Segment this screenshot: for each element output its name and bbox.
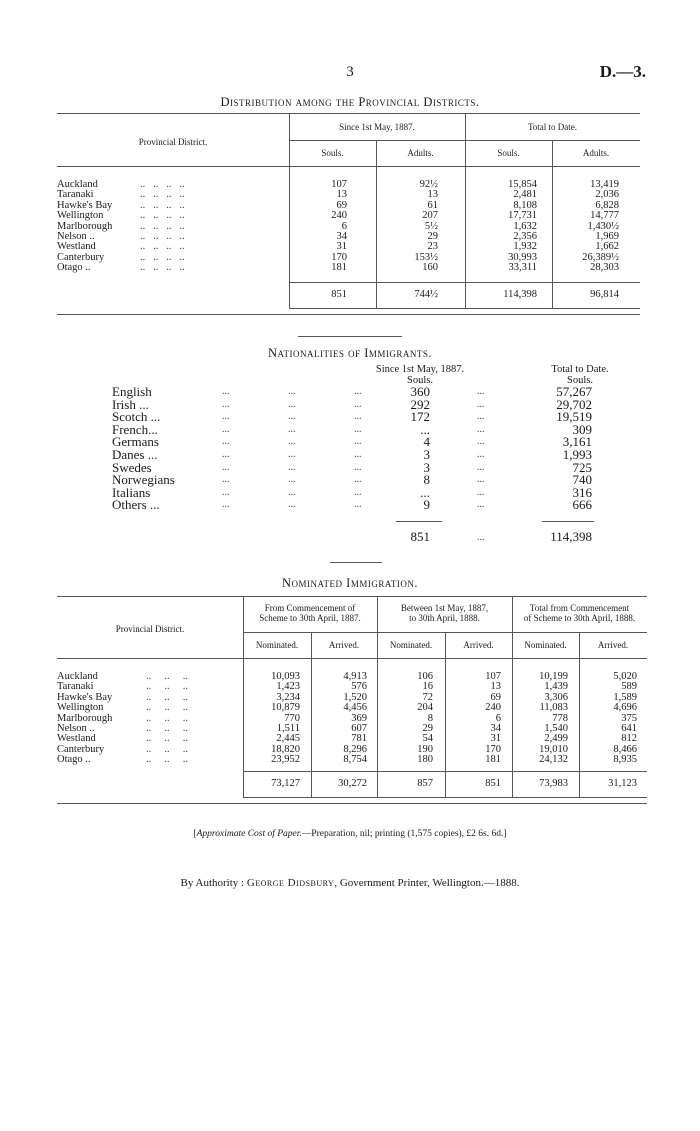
table2-cell-todate: 666 [572, 497, 592, 513]
table2-leader-dots: ... [288, 486, 296, 498]
table3-cell-arrived-1: 4,913 [343, 671, 367, 682]
table3-col-arrived-2: Arrived. [463, 640, 494, 650]
table1-district-name: Marlborough [57, 220, 113, 232]
table1-cell-todate-souls: 2,481 [513, 189, 537, 201]
table2-leader-dots: ... [477, 398, 485, 410]
table2-leader-dots: ... [222, 449, 230, 460]
table1-cell-todate-adults: 2,036 [595, 189, 619, 201]
table3-cell-nominated-1: 1,423 [276, 681, 300, 693]
table1-col-total-souls: Souls. [497, 148, 520, 158]
table1-cell-todate-souls: 15,854 [508, 179, 537, 190]
table1-total-todate-souls: 114,398 [503, 289, 537, 300]
table1-leader-dots: .. .. .. .. [140, 179, 185, 190]
table1-district-name: Wellington [57, 210, 104, 222]
table1-cell-adults: 5½ [424, 220, 438, 232]
table2-leader-dots: ... [354, 474, 362, 486]
table2-cell-since: 3 [423, 459, 430, 475]
table2-cell-since: 3 [423, 447, 430, 462]
table1-cell-adults: 92½ [419, 179, 438, 190]
table1-cell-adults: 23 [427, 241, 438, 253]
table2-nation-name: French... [112, 421, 158, 437]
table3-col-nominated-1: Nominated. [255, 640, 299, 650]
table3-cell-arrived-2: 69 [490, 691, 501, 703]
document-reference: D.—3. [599, 62, 646, 81]
table3-cell-nominated-2: 8 [427, 712, 433, 724]
table3-cell-arrived-2: 13 [490, 681, 501, 693]
table3-district-name: Marlborough [57, 712, 113, 724]
table2-cell-since: 292 [410, 396, 430, 412]
table2-nation-name: Danes ... [112, 447, 158, 462]
table2-nation-name: Italians [112, 484, 151, 500]
table3-cell-nominated-3: 3,306 [544, 691, 568, 703]
table2-leader-dots: ... [354, 486, 362, 498]
table3-cell-nominated-1: 10,093 [271, 671, 300, 682]
table3-group3-line1: Total from Commencement [529, 603, 630, 613]
table2-cell-since: 360 [410, 384, 430, 399]
table3-cell-nominated-2: 54 [422, 733, 433, 745]
table3-cell-arrived-1: 8,754 [343, 754, 367, 766]
table2-leader-dots: ... [222, 386, 230, 397]
table1-cell-adults: 153½ [414, 251, 438, 263]
table2-leader-dots: ... [222, 499, 230, 511]
table2-cell-since: 172 [410, 409, 430, 425]
table3-cell-nominated-3: 778 [552, 712, 568, 724]
table1-district-name: Hawke's Bay [57, 199, 113, 211]
table2-cell-since: ... [420, 484, 430, 500]
table3-row-header: Provincial District. [115, 624, 185, 634]
table2-sum-rule-1 [396, 521, 442, 522]
table3-cell-arrived-2: 240 [485, 702, 501, 714]
table2-col-since-sub: Souls. [407, 375, 433, 386]
table1-title: Distribution among the Provincial Districts. [220, 95, 480, 109]
table1-cell-souls: 240 [331, 210, 347, 222]
table1-cell-todate-adults: 13,419 [590, 179, 619, 190]
table3-district-name: Wellington [57, 702, 104, 714]
imprint-suffix: , Government Printer, Wellington.—1888. [334, 877, 520, 889]
table2-nation-name: Germans [112, 434, 159, 450]
table2-leader-dots: ... [354, 461, 362, 473]
table1-cell-todate-adults: 28,303 [590, 262, 619, 274]
table1-total-adults: 744½ [414, 289, 438, 300]
table2-nation-name: Swedes [112, 459, 152, 475]
table1-col-souls: Souls. [321, 148, 344, 158]
table1-leader-dots: .. .. .. .. [140, 220, 185, 232]
table3-total-c4: 851 [485, 778, 501, 789]
table2-cell-todate: 1,993 [562, 447, 592, 462]
table3-cell-nominated-3: 19,010 [539, 743, 568, 755]
table3-col-arrived-3: Arrived. [597, 640, 629, 650]
table3-leader-dots: .. .. .. [146, 754, 188, 766]
footnote-italic: Approximate Cost of Paper. [196, 829, 302, 839]
table3-district-name: Taranaki [57, 681, 94, 693]
table1-leader-dots: .. .. .. .. [140, 199, 185, 211]
table1-district-name: Nelson .. [57, 231, 95, 242]
table1-cell-todate-souls: 2,356 [513, 231, 537, 242]
table2-top-rule [298, 336, 402, 337]
table3-col-arrived-1: Arrived. [328, 640, 360, 650]
table2-leader-dots: ... [288, 411, 296, 423]
table2-cell-todate: 740 [572, 472, 592, 488]
table1-cell-souls: 13 [336, 189, 347, 201]
table2-leader-dots: ... [222, 398, 230, 410]
table2-total-since: 851 [410, 529, 430, 544]
table3-district-name: Otago .. [57, 754, 91, 766]
table2-leader-dots: ... [288, 423, 296, 435]
table3-group2-line2: to 30th April, 1888. [409, 613, 480, 623]
table1-cell-souls: 6 [341, 220, 347, 232]
table1-leader-dots: .. .. .. .. [140, 231, 185, 242]
table3-total-c1: 73,127 [271, 778, 300, 789]
table2-cell-since: 8 [423, 472, 430, 488]
table1-cell-souls: 31 [336, 241, 347, 253]
table3-cell-nominated-2: 72 [422, 691, 433, 703]
table2-total-dots: ... [477, 532, 485, 543]
table2-title: Nationalities of Immigrants. [267, 346, 433, 360]
table1-col-adults: Adults. [407, 148, 434, 158]
table3-cell-arrived-1: 607 [351, 723, 367, 734]
table3-cell-nominated-3: 2,499 [544, 733, 568, 745]
table1-district-name: Taranaki [57, 189, 94, 201]
table3-cell-nominated-1: 3,234 [276, 691, 300, 703]
table3-district-name: Hawke's Bay [57, 691, 113, 703]
table3-leader-dots: .. .. .. [146, 743, 188, 755]
table3-cell-nominated-1: 1,511 [276, 723, 300, 734]
table3-cell-arrived-3: 589 [621, 681, 637, 693]
table3-cell-nominated-2: 29 [422, 723, 433, 734]
table1-cell-todate-adults: 1,969 [595, 231, 619, 242]
table1-group-total: Total to Date. [527, 122, 578, 132]
table2-leader-dots: ... [477, 486, 485, 498]
table3-group1-line1: From Commencement of [264, 603, 356, 613]
table2-nation-name: Norwegians [112, 472, 175, 488]
table3-leader-dots: .. .. .. [146, 671, 188, 682]
footnote-open-bracket: [ [193, 829, 197, 839]
table3-cell-arrived-2: 6 [495, 712, 501, 724]
table3-leader-dots: .. .. .. [146, 733, 188, 745]
table2-leader-dots: ... [477, 499, 485, 511]
table3-total-c5: 73,983 [539, 778, 568, 789]
table1-cell-souls: 69 [336, 199, 347, 211]
table3-leader-dots: .. .. .. [146, 723, 188, 734]
table2-bottom-rule [330, 562, 382, 563]
table2-leader-dots: ... [222, 423, 230, 435]
table1-cell-todate-adults: 14,777 [590, 210, 619, 222]
table2-total-todate: 114,398 [550, 529, 592, 544]
table1-cell-adults: 61 [427, 199, 438, 211]
table1-district-name: Auckland [57, 179, 98, 190]
table3-cell-arrived-3: 5,020 [613, 671, 637, 682]
table3-leader-dots: .. .. .. [146, 681, 188, 693]
table3-cell-arrived-3: 8,935 [613, 754, 637, 766]
table2-nation-name: Irish ... [112, 396, 149, 412]
table1-cell-souls: 181 [331, 262, 347, 274]
imprint-printer-name: George Didsbury [246, 877, 335, 889]
table2-leader-dots: ... [477, 411, 485, 423]
table3-cell-arrived-2: 170 [485, 743, 501, 755]
table1-total-todate-adults: 96,814 [590, 289, 619, 300]
table2-cell-since: 9 [423, 497, 430, 513]
table3-cell-arrived-3: 812 [621, 733, 637, 745]
table2-leader-dots: ... [354, 436, 362, 448]
table1-cell-todate-souls: 8,108 [513, 199, 537, 211]
table1-cell-todate-adults: 1,662 [595, 241, 619, 253]
table2-leader-dots: ... [354, 398, 362, 410]
table2-leader-dots: ... [477, 449, 485, 460]
table2-leader-dots: ... [288, 449, 296, 460]
table2-cell-todate: 19,519 [556, 409, 592, 425]
table2-leader-dots: ... [354, 423, 362, 435]
table2-leader-dots: ... [477, 436, 485, 448]
table2-leader-dots: ... [477, 474, 485, 486]
table1-col-total-adults: Adults. [582, 148, 610, 158]
table2-leader-dots: ... [354, 411, 362, 423]
table3-district-name: Westland [57, 733, 96, 745]
table3-district-name: Canterbury [57, 743, 105, 755]
table1-cell-todate-adults: 1,430½ [587, 220, 619, 232]
table3-cell-arrived-1: 1,520 [343, 691, 367, 703]
table2-leader-dots: ... [477, 386, 485, 397]
table2-leader-dots: ... [288, 386, 296, 397]
table3-cell-arrived-3: 641 [621, 723, 637, 734]
table2-leader-dots: ... [477, 461, 485, 473]
table1-cell-todate-adults: 6,828 [595, 199, 619, 211]
table3-cell-nominated-3: 10,199 [539, 671, 568, 682]
table2-leader-dots: ... [477, 423, 485, 435]
table3-cell-nominated-2: 106 [417, 671, 433, 682]
cost-footnote [0, 829, 700, 839]
table3-leader-dots: .. .. .. [146, 691, 188, 703]
table3-col-nominated-2: Nominated. [389, 640, 433, 650]
table3-cell-arrived-1: 781 [351, 733, 367, 745]
table3-total-c6: 31,123 [608, 778, 637, 789]
table3-leader-dots: .. .. .. [146, 712, 188, 724]
table1-cell-todate-souls: 17,731 [508, 210, 537, 222]
table3-total-c2: 30,272 [338, 778, 367, 789]
table2-cell-todate: 57,267 [556, 384, 592, 399]
table3-cell-arrived-3: 375 [621, 712, 637, 724]
table3-cell-arrived-1: 8,296 [343, 743, 367, 755]
table3-cell-nominated-1: 2,445 [276, 733, 300, 745]
table3-cell-nominated-1: 770 [284, 712, 300, 724]
table3-cell-nominated-2: 16 [422, 681, 433, 693]
table2-cell-todate: 29,702 [556, 396, 592, 412]
table1-leader-dots: .. .. .. .. [140, 189, 185, 201]
table3-cell-arrived-2: 31 [490, 733, 501, 745]
table1-district-name: Canterbury [57, 251, 105, 263]
table3-cell-nominated-3: 1,439 [544, 681, 568, 693]
table3-cell-nominated-1: 18,820 [271, 743, 300, 755]
table1-cell-adults: 29 [427, 231, 438, 242]
table2-leader-dots: ... [288, 499, 296, 511]
table3-col-nominated-3: Nominated. [524, 640, 567, 650]
table3-cell-arrived-3: 8,466 [613, 743, 637, 755]
table2-cell-todate: 3,161 [562, 434, 592, 450]
table2-col-total-sub: Souls. [567, 375, 593, 386]
table3-cell-arrived-3: 4,696 [613, 702, 637, 714]
table1-cell-adults: 160 [422, 262, 438, 274]
table3-cell-nominated-2: 204 [417, 702, 433, 714]
table3-cell-nominated-1: 10,879 [271, 702, 300, 714]
table2-leader-dots: ... [354, 499, 362, 511]
table3-cell-nominated-3: 11,083 [539, 702, 568, 714]
table3-cell-arrived-1: 4,456 [343, 702, 367, 714]
footnote-text: —Preparation, nil; printing (1,575 copies), £2 6s. 6d. [301, 829, 504, 839]
table1-cell-todate-souls: 30,993 [508, 251, 537, 263]
table1-total-souls: 851 [331, 289, 347, 300]
table2-cell-since: 4 [423, 434, 430, 450]
table1-leader-dots: .. .. .. .. [140, 241, 185, 253]
table1-leader-dots: .. .. .. .. [140, 251, 185, 263]
table2-leader-dots: ... [222, 474, 230, 486]
table1-leader-dots: .. .. .. .. [140, 210, 185, 222]
table2-leader-dots: ... [288, 398, 296, 410]
footnote-close-bracket: ] [503, 829, 507, 839]
table2-leader-dots: ... [222, 461, 230, 473]
page-number: 3 [346, 64, 354, 80]
table3-group1-line2: Scheme to 30th April, 1887. [259, 613, 361, 623]
table1-cell-adults: 207 [422, 210, 438, 222]
table2-leader-dots: ... [288, 436, 296, 448]
table1-cell-souls: 34 [336, 231, 347, 242]
table2-cell-since: ... [420, 421, 430, 437]
table3-total-c3: 857 [417, 778, 433, 789]
table3-district-name: Nelson .. [57, 723, 95, 734]
table2-cell-todate: 309 [572, 421, 592, 437]
table2-cell-todate: 316 [572, 484, 592, 500]
table2-col-since: Since 1st May, 1887. [375, 364, 465, 375]
table2-leader-dots: ... [222, 486, 230, 498]
table3-cell-nominated-2: 190 [417, 743, 433, 755]
table2-nation-name: Scotch ... [112, 409, 161, 425]
table3-cell-arrived-2: 107 [485, 671, 501, 682]
table1-cell-todate-souls: 1,932 [513, 241, 537, 253]
table2-leader-dots: ... [222, 436, 230, 448]
table2-cell-todate: 725 [572, 459, 592, 475]
table3-cell-arrived-1: 369 [351, 712, 367, 724]
table1-district-name: Otago .. [57, 262, 91, 274]
table2-nation-name: English [112, 384, 152, 399]
table1-row-header: Provincial District. [138, 137, 208, 147]
table1-district-name: Westland [57, 241, 96, 253]
table2-col-total: Total to Date. [551, 364, 609, 375]
table1-cell-todate-souls: 33,311 [508, 262, 537, 274]
table3-cell-nominated-2: 180 [417, 754, 433, 766]
table1-group-since: Since 1st May, 1887. [339, 122, 415, 132]
table2-leader-dots: ... [354, 449, 362, 460]
table3-cell-nominated-3: 1,540 [544, 723, 568, 734]
table3-title: Nominated Immigration. [282, 576, 418, 590]
table2-leader-dots: ... [288, 474, 296, 486]
table2-leader-dots: ... [288, 461, 296, 473]
table3-cell-arrived-3: 1,589 [613, 691, 637, 703]
table3-group3-line2: of Scheme to 30th April, 1888. [523, 613, 636, 623]
table3-cell-arrived-1: 576 [351, 681, 367, 693]
table3-cell-nominated-3: 24,132 [539, 754, 568, 766]
table1-leader-dots: .. .. .. .. [140, 262, 185, 274]
table2-leader-dots: ... [354, 386, 362, 397]
imprint-prefix: By Authority : [180, 877, 247, 889]
table3-leader-dots: .. .. .. [146, 702, 188, 714]
printer-imprint [0, 877, 700, 889]
table3-cell-arrived-2: 34 [490, 723, 501, 734]
table3-cell-arrived-2: 181 [485, 754, 501, 766]
table2-nation-name: Others ... [112, 497, 160, 513]
table1-cell-souls: 170 [331, 251, 347, 263]
table2-leader-dots: ... [222, 411, 230, 423]
table3-group2-line1: Between 1st May, 1887, [400, 603, 489, 613]
table3-district-name: Auckland [57, 671, 98, 682]
table1-cell-adults: 13 [427, 189, 438, 201]
table1-cell-todate-souls: 1,632 [513, 220, 537, 232]
table1-cell-souls: 107 [331, 179, 347, 190]
table1-cell-todate-adults: 26,389½ [582, 251, 619, 263]
table2-sum-rule-2 [542, 521, 594, 522]
table3-cell-nominated-1: 23,952 [271, 754, 300, 766]
